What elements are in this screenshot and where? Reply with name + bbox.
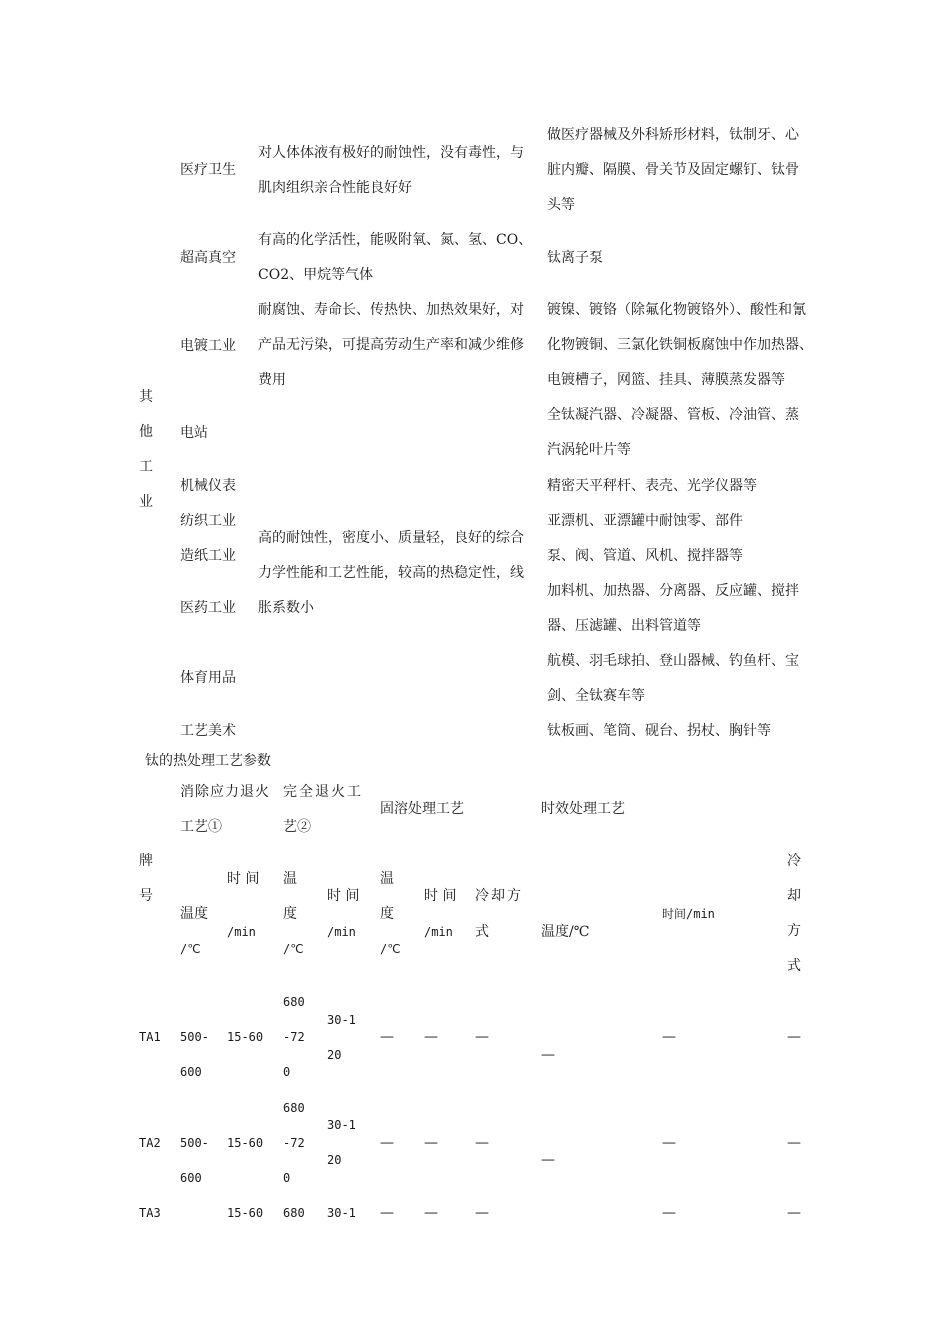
property-vacuum-line1: 有高的化学活性，能吸附氧、氮、氢、CO、 [258,232,533,248]
application-machinery-line1: 精密天平秤杆、表壳、光学仪器等 [547,478,757,494]
subheader-fa-temp-line2: 度 [283,906,297,922]
row-ta3-fa-temp-line1: 680 [283,1206,305,1220]
property-vacuum-line2: CO2、甲烷等气体 [258,267,374,283]
row-ta2-fa-temp-line3: 0 [283,1171,291,1185]
subheader-fa-time-line2: /min [327,925,356,939]
field-medical: 医疗卫生 [180,162,236,178]
row-ta3-ag-cool: — [787,1205,801,1221]
row-ta3-sr-time: 15-60 [227,1206,264,1220]
row-ta3-so-temp: — [380,1205,394,1221]
row-ta1-ag-cool: — [787,1029,801,1045]
row-ta2-sr-temp-line1: 500- [180,1136,209,1150]
row-ta1-ag-time: — [662,1029,676,1045]
subheader-sr-temp-line1: 温度 [180,906,208,922]
row-ta1-fa-temp-line3: 0 [283,1065,291,1079]
header-grade-line2: 号 [139,888,153,904]
subheader-sr-temp-line2: /℃ [180,942,201,956]
row-ta2-ag-cool: — [787,1135,801,1151]
application-power-line1: 全钛凝汽器、冷凝器、管板、冷油管、蒸 [547,407,799,423]
application-medical-line3: 头等 [547,197,575,213]
row-ta2-grade: TA2 [139,1136,161,1150]
row-ta2-sr-time: 15-60 [227,1136,264,1150]
shared-property-line3: 胀系数小 [258,600,314,616]
subheader-fa-temp-line1: 温 [283,871,297,887]
header-solution: 固溶处理工艺 [380,801,464,817]
subheader-ag-temp: 温度/℃ [541,924,590,940]
subheader-fa-time-line1: 时 间 [327,888,360,904]
application-paper-line1: 泵、阀、管道、风机、搅拌器等 [547,548,743,564]
field-arts-crafts: 工艺美术 [180,723,236,739]
subheader-so-cool-line1: 冷却方 [475,888,523,904]
subheader-so-time-line1: 时 间 [424,888,457,904]
row-ta1-so-temp: — [380,1029,394,1045]
application-electroplating-line1: 镀镍、镀铬（除氟化物镀铬外）、酸性和氰 [547,302,806,318]
row-ta2-ag-time: — [662,1135,676,1151]
row-ta2-so-cool: — [475,1135,489,1151]
property-medical-line2: 肌肉组织亲合性能良好好 [258,180,412,196]
application-pharma-line2: 器、压滤罐、出料管道等 [547,618,701,634]
header-stress-relief-line2: 工艺① [180,819,222,835]
row-ta2-fa-temp-line1: 680 [283,1101,305,1115]
row-ta1-fa-temp-line1: 680 [283,995,305,1009]
field-machinery-instruments: 机械仪表 [180,478,236,494]
row-ta3-ag-time: — [662,1205,676,1221]
application-arts-line1: 钛板画、笔筒、砚台、拐杖、胸针等 [547,723,771,739]
row-ta2-sr-temp-line2: 600 [180,1171,202,1185]
row-ta1-so-time: — [424,1029,438,1045]
row-ta3-so-cool: — [475,1205,489,1221]
application-sports-line2: 剑、全钛赛车等 [547,688,645,704]
field-pharmaceutical: 医药工业 [180,600,236,616]
application-medical-line1: 做医疗器械及外科矫形材料，钛制牙、心 [547,127,799,143]
row-ta2-so-time: — [424,1135,438,1151]
field-electroplating: 电镀工业 [180,338,236,354]
shared-property-line1: 高的耐蚀性，密度小、质量轻，良好的综合 [258,530,524,546]
property-medical-line1: 对人体体液有极好的耐蚀性，没有毒性，与 [258,145,524,161]
row-ta2-fa-time-line2: 20 [327,1153,342,1167]
header-aging: 时效处理工艺 [541,801,625,817]
field-paper: 造纸工业 [180,548,236,564]
property-electroplating-line3: 费用 [258,372,286,388]
application-vacuum-line1: 钛离子泵 [547,250,603,266]
row-ta1-grade: TA1 [139,1030,161,1044]
row-ta1-sr-time: 15-60 [227,1030,264,1044]
application-electroplating-line3: 电镀槽子，网篮、挂具、薄膜蒸发器等 [547,372,785,388]
application-textile-line1: 亚漂机、亚漂罐中耐蚀零、部件 [547,513,743,529]
field-ultra-high-vacuum: 超高真空 [180,250,236,266]
field-sports: 体育用品 [180,670,236,686]
field-textile: 纺织工业 [180,513,236,529]
row-ta2-ag-temp: — [541,1152,555,1168]
row-ta1-ag-temp: — [541,1047,555,1063]
header-full-anneal-line1: 完全退火工 [283,784,363,800]
shared-property-line2: 力学性能和工艺性能，较高的热稳定性，线 [258,565,524,581]
subheader-sr-time-line2: /min [227,925,256,939]
row-ta1-fa-temp-line2: -72 [283,1030,305,1044]
subheader-so-temp-line3: /℃ [380,942,401,956]
property-electroplating-line2: 产品无污染，可提高劳动生产率和减少维修 [258,337,524,353]
row-ta1-sr-temp-line2: 600 [180,1065,202,1079]
row-ta3-so-time: — [424,1205,438,1221]
header-full-anneal-line2: 艺② [283,819,311,835]
field-power-station: 电站 [180,425,208,441]
row-ta2-fa-temp-line2: -72 [283,1136,305,1150]
row-ta1-fa-time-line2: 20 [327,1048,342,1062]
subheader-so-temp-line2: 度 [380,906,394,922]
application-medical-line2: 脏内瓣、隔膜、骨关节及固定螺钉、钛骨 [547,162,799,178]
heat-treatment-title: 钛的热处理工艺参数 [145,753,271,769]
row-ta2-so-temp: — [380,1135,394,1151]
application-power-line2: 汽涡轮叶片等 [547,442,631,458]
header-stress-relief-line1: 消除应力退火 [180,784,270,800]
subheader-sr-time-line1: 时 间 [227,871,260,887]
application-electroplating-line2: 化物镀铜、三氯化铁铜板腐蚀中作加热器、 [547,337,813,353]
subheader-so-temp-line1: 温 [380,871,394,887]
row-ta1-fa-time-line1: 30-1 [327,1013,356,1027]
subheader-so-time-line2: /min [424,925,453,939]
application-pharma-line1: 加料机、加热器、分离器、反应罐、搅拌 [547,583,799,599]
subheader-so-cool-line2: 式 [475,924,489,940]
row-ta3-grade: TA3 [139,1206,161,1220]
application-sports-line1: 航模、羽毛球拍、登山器械、钓鱼杆、宝 [547,653,799,669]
header-grade-line1: 牌 [139,853,153,869]
row-ta1-so-cool: — [475,1029,489,1045]
subheader-ag-time: 时间/min [662,907,715,921]
subheader-fa-temp-line3: /℃ [283,942,304,956]
row-ta2-fa-time-line1: 30-1 [327,1118,356,1132]
row-ta3-fa-time-line1: 30-1 [327,1206,356,1220]
property-electroplating-line1: 耐腐蚀、寿命长、传热快、加热效果好，对 [258,302,524,318]
row-ta1-sr-temp-line1: 500- [180,1030,209,1044]
